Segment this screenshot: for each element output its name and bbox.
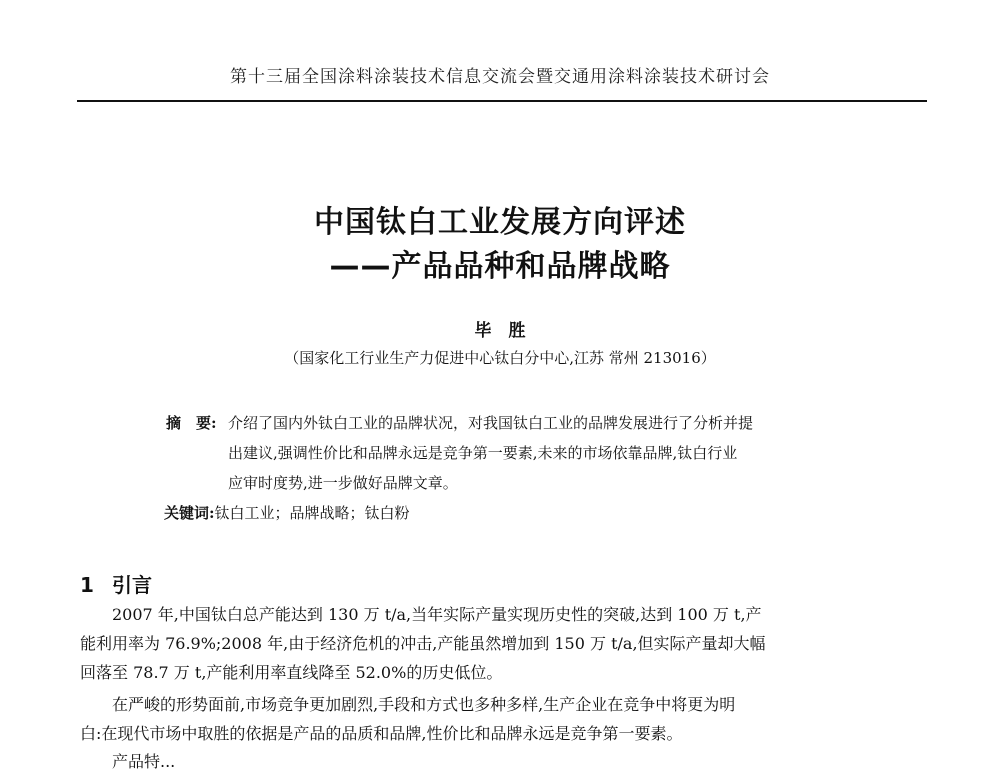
- paragraph-line: 回落至 78.7 万 t,产能利用率直线降至 52.0%的历史低位。: [80, 663, 503, 682]
- abstract: [166, 408, 866, 498]
- paragraph: [80, 600, 928, 687]
- cutoff-text: 产品特...: [112, 752, 176, 771]
- paragraph-line: 能利用率为 76.9%;2008 年,由于经济危机的冲击,产能虽然增加到 150 万 t/a,但实际产量却大幅: [80, 634, 766, 653]
- abstract-line: 应审时度势,进一步做好品牌文章。: [228, 474, 458, 492]
- paper-title-line-1: 中国钛白工业发展方向评述: [314, 205, 686, 240]
- abstract-line: 介绍了国内外钛白工业的品牌状况，对我国钛白工业的品牌发展进行了分析并提: [228, 414, 754, 432]
- abstract-line: 出建议,强调性价比和品牌永远是竞争第一要素,未来的市场依靠品牌,钛白行业: [228, 444, 738, 462]
- section-heading: [80, 569, 152, 598]
- author-affiliation: （国家化工行业生产力促进中心钛白分中心,江苏 常州 213016）: [284, 349, 716, 367]
- abstract-label: 摘 要:: [166, 414, 217, 432]
- author-name: 毕 胜: [474, 321, 526, 341]
- keywords-text: 钛白工业；品牌战略；钛白粉: [214, 504, 410, 522]
- paragraph-line: 白:在现代市场中取胜的依据是产品的品质和品牌,性价比和品牌永远是竞争第一要素。: [80, 724, 683, 743]
- paragraph-line: 2007 年,中国钛白总产能达到 130 万 t/a,当年实际产量实现历史性的突破,达到 100 万 t,产: [112, 605, 762, 624]
- paragraph-line: 在严峻的形势面前,市场竞争更加剧烈,手段和方式也多种多样,生产企业在竞争中将更为明: [112, 695, 736, 714]
- section-title: 引言: [112, 573, 152, 597]
- section-number: 1: [80, 573, 94, 597]
- keywords-label: 关键词:: [164, 504, 215, 522]
- keywords: [164, 502, 410, 523]
- paragraph: [80, 690, 928, 748]
- paper-title-line-2: ——产品品种和品牌战略: [329, 249, 671, 284]
- running-header: 第十三届全国涂料涂装技术信息交流会暨交通用涂料涂装技术研讨会: [230, 67, 770, 87]
- header-rule: [77, 100, 927, 102]
